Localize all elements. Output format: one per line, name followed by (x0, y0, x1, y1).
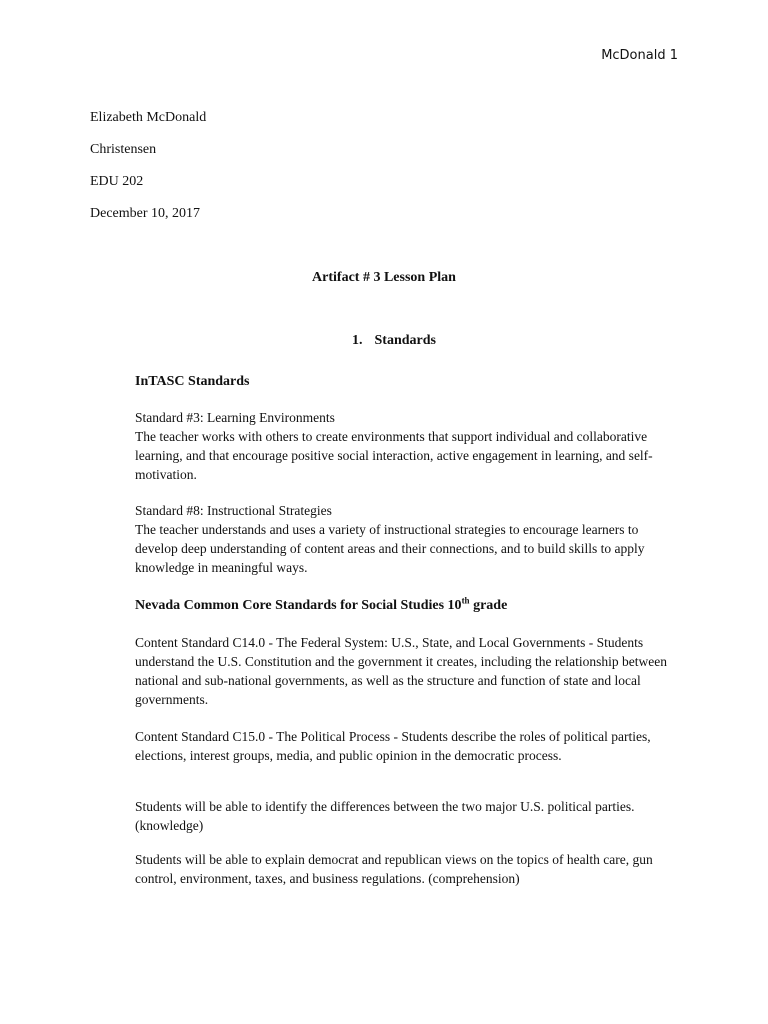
standard-8-text: The teacher understands and uses a variety of instructional strategies to encourage learners to develop deep understanding of content areas and their connections, and to build skills to apply knowledge in meaningful ways. (135, 522, 645, 575)
standard-3-text: The teacher works with others to create environments that support individual and collaborative learning, and that encourage positive social interaction, active engagement in learning, and self-motivation. (135, 429, 653, 482)
content-standard-c14 (135, 633, 680, 709)
nevada-heading-sup: th (461, 595, 470, 606)
objective-1-text: Students will be able to identify the differences between the two major U.S. political parties. (knowledge) (135, 799, 635, 833)
objective-1 (135, 797, 680, 835)
nevada-heading-prefix: Nevada Common Core Standards for Social Studies 10 (135, 598, 462, 613)
intasc-standard-8 (135, 501, 680, 577)
instructor-name: Christensen (90, 142, 157, 157)
section-label: Standards (374, 333, 436, 348)
nevada-heading-suffix: grade (469, 598, 508, 613)
section-number: 1. (352, 333, 363, 348)
c14-text: Content Standard C14.0 - The Federal System: U.S., State, and Local Governments - Students understand the U.S. Constitution and the government it creates, including the relationship between national and sub-national governments, as well as the structure and function of state and local governments. (135, 635, 668, 707)
document-title: Artifact # 3 Lesson Plan (312, 270, 456, 285)
course-name: EDU 202 (90, 174, 144, 189)
content-standard-c15 (135, 727, 680, 765)
standard-3-title: Standard #3: Learning Environments (135, 410, 335, 425)
intasc-heading (135, 372, 680, 391)
intasc-standard-3 (135, 408, 680, 484)
standard-8-title: Standard #8: Instructional Strategies (135, 503, 332, 518)
author-name: Elizabeth McDonald (90, 110, 207, 125)
section-heading-standards (0, 333, 768, 349)
running-head: McDonald 1 (601, 48, 678, 63)
intasc-heading-text: InTASC Standards (135, 374, 250, 389)
document-date: December 10, 2017 (90, 206, 201, 221)
objective-2 (135, 850, 680, 888)
nevada-heading (135, 596, 680, 615)
c15-text: Content Standard C15.0 - The Political Process - Students describe the roles of political parties, elections, interest groups, media, and public opinion in the democratic process. (135, 729, 651, 763)
objective-2-text: Students will be able to explain democrat and republican views on the topics of health care, gun control, environment, taxes, and business regulations. (comprehension) (135, 852, 653, 886)
